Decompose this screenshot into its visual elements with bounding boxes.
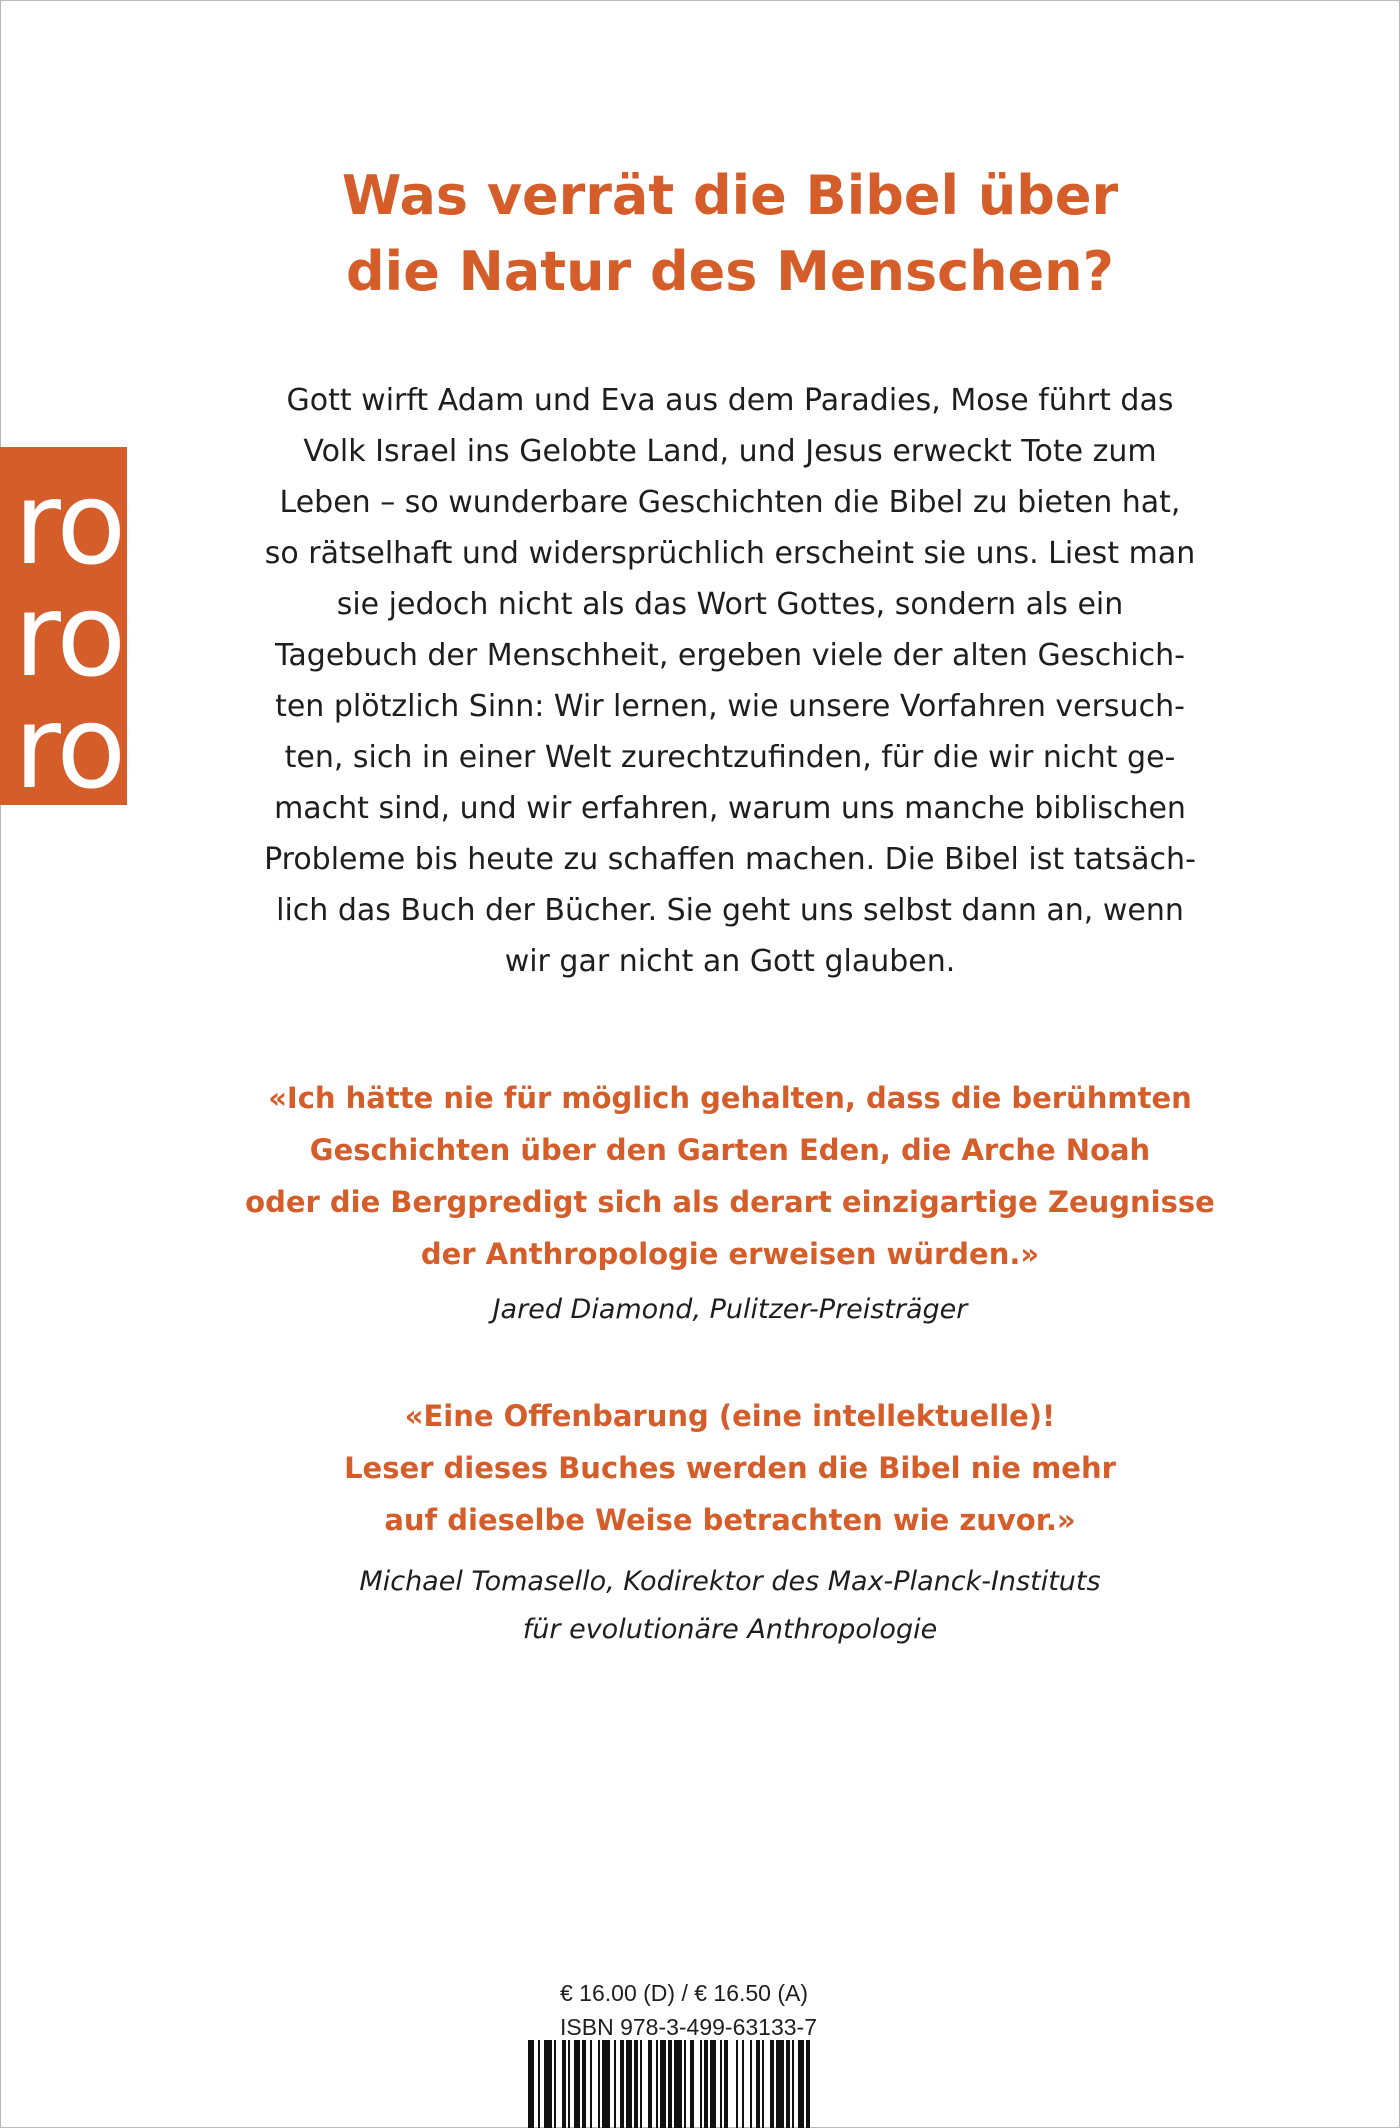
barcode-bar [554,2040,556,2128]
barcode [528,2040,838,2128]
barcode-bar [656,2040,658,2128]
barcode-bar [626,2040,632,2128]
quote-line: auf dieselbe Weise betrachten wie zuvor.» [384,1503,1076,1537]
logo-line: ro [14,681,125,805]
quote-attribution [180,1558,1280,1654]
attribution-line: Michael Tomasello, Kodirektor des Max-Planck-Instituts [359,1566,1101,1597]
blurb-line: sie jedoch nicht als das Wort Gottes, sondern als ein [336,587,1124,622]
barcode-bar [690,2040,694,2128]
barcode-bar [648,2040,652,2128]
blurb-line: Leben – so wunderbare Geschichten die Bibel zu bieten hat, [279,485,1181,520]
barcode-bar [574,2040,580,2128]
barcode-bar [792,2040,794,2128]
barcode-bar [582,2040,586,2128]
barcode-bar [620,2040,624,2128]
blurb-line: Gott wirft Adam und Eva aus dem Paradies, Mose führt das [286,383,1174,418]
barcode-bar [786,2040,790,2128]
quote-attribution [180,1286,1280,1334]
blurb-text [190,375,1270,987]
barcode-bar [798,2040,804,2128]
isbn-text: ISBN 978-3-499-63133-7 [560,2014,817,2040]
quote-line: Leser dieses Buches werden die Bibel nie mehr [344,1451,1116,1485]
blurb-line: macht sind, und wir erfahren, warum uns manche biblischen [274,791,1186,826]
barcode-bar [528,2040,534,2128]
headline-line: Was verrät die Bibel über [341,164,1119,227]
review-quote [180,1390,1280,1546]
barcode-bar [602,2040,610,2128]
barcode-bar [598,2040,600,2128]
barcode-bar [634,2040,638,2128]
barcode-bar [742,2040,744,2128]
headline-line: die Natur des Menschen? [346,240,1114,303]
barcode-bar [684,2040,686,2128]
blurb-line: wir gar nicht an Gott glauben. [504,944,956,979]
barcode-bar [762,2040,764,2128]
price-block [560,1976,860,2044]
barcode-bar [724,2040,728,2128]
barcode-bar [562,2040,566,2128]
blurb-line: Probleme bis heute zu schaffen machen. Die Bibel ist tatsäch- [264,842,1196,877]
attribution-line: Jared Diamond, Pulitzer-Preisträger [492,1294,968,1325]
price-text: € 16.00 (D) / € 16.50 (A) [560,1980,809,2006]
blurb-line: so rätselhaft und widersprüchlich erscheint sie uns. Liest man [264,536,1196,571]
publisher-logo [0,447,127,805]
barcode-bar [736,2040,738,2128]
blurb-line: Volk Israel ins Gelobte Land, und Jesus erweckt Tote zum [303,434,1157,469]
quote-line: der Anthropologie erweisen würden.» [420,1237,1040,1271]
blurb-line: ten, sich in einer Welt zurechtzufinden, für die wir nicht ge- [284,740,1176,775]
quote-line: oder die Bergpredigt sich als derart einzigartige Zeugnisse [245,1185,1215,1219]
barcode-bar [720,2040,722,2128]
blurb-line: lich das Buch der Bücher. Sie geht uns selbst dann an, wenn [276,893,1184,928]
logo-line: ro [14,457,125,590]
barcode-bar [640,2040,642,2128]
barcode-bar [756,2040,760,2128]
review-quote [180,1072,1280,1280]
barcode-bar [538,2040,540,2128]
barcode-bar [700,2040,702,2128]
barcode-bar [750,2040,752,2128]
headline [230,158,1230,310]
quote-line: «Ich hätte nie für möglich gehalten, dass die berühmten [268,1081,1192,1115]
barcode-bar [544,2040,552,2128]
barcode-bar [806,2040,810,2128]
barcode-bar [674,2040,682,2128]
quote-line: Geschichten über den Garten Eden, die Arche Noah [309,1133,1151,1167]
blurb-line: ten plötzlich Sinn: Wir lernen, wie unsere Vorfahren versuch- [275,689,1185,724]
quote-line: «Eine Offenbarung (eine intellektuelle)! [404,1399,1056,1433]
logo-line: ro [14,569,125,702]
barcode-bar [710,2040,716,2128]
attribution-line: für evolutionäre Anthropologie [522,1614,938,1645]
barcode-bar [590,2040,592,2128]
barcode-bar [770,2040,774,2128]
barcode-bar [668,2040,672,2128]
barcode-bar [614,2040,616,2128]
blurb-line: Tagebuch der Menschheit, ergeben viele der alten Geschich- [275,638,1185,673]
barcode-bar [776,2040,784,2128]
barcode-bar [660,2040,666,2128]
barcode-bar [704,2040,708,2128]
barcode-bar [568,2040,570,2128]
